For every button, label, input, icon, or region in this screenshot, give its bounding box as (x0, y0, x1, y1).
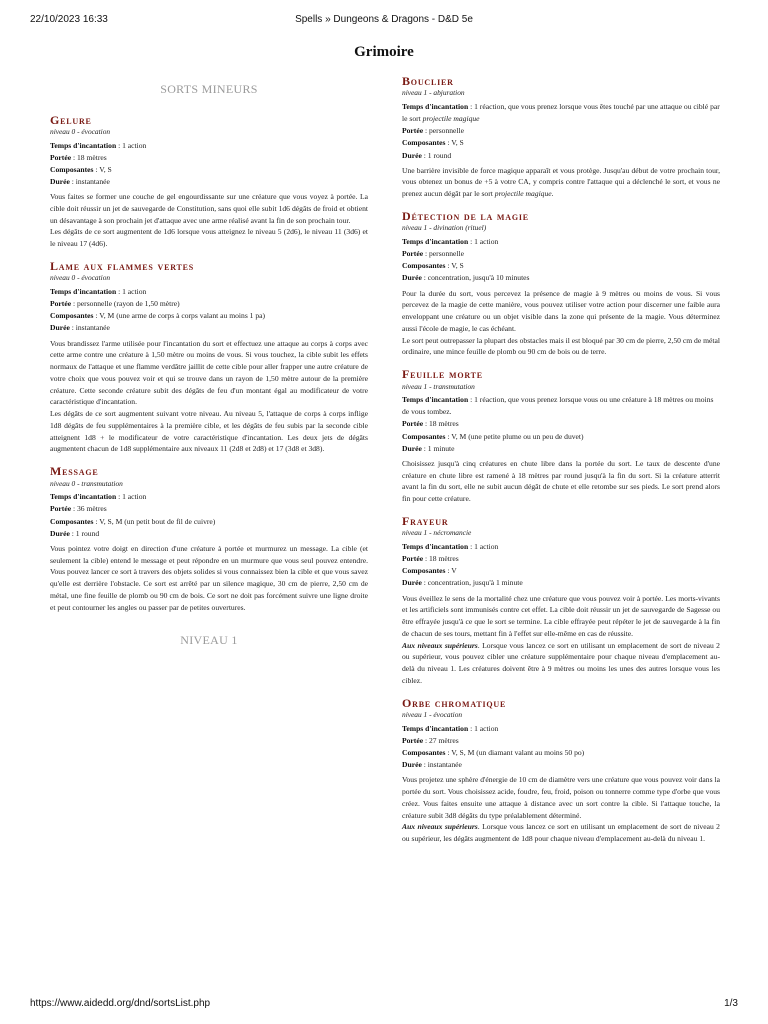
spell-components: Composantes : V, S (50, 164, 112, 174)
spell-casting-time: Temps d'incantation : 1 action (50, 492, 147, 502)
spell-description: Pour la durée du sort, vous percevez la présence de magie à 9 mètres ou moins de vous. Si vous percevez de la magie de cette manière, vous pouvez utiliser votre action pour discerner une faible aura enveloppant une créature ou un objet visible dans la zone qui présente de la magie. Vous déterminez aussi l'école de magie, le cas échéant. (402, 288, 720, 333)
spell-message (50, 464, 368, 613)
spell-range: Portée : 18 mètres (402, 419, 459, 429)
spell-description: Vous éveillez le sens de la mortalité chez une créature que vous pouvez voir à portée. Les morts-vivants et les artificiels sont immunisés contre cet effet. La cible doit réussir un jet de sauvegarde de Sagesse ou être effrayée jusqu'à ce que le sort se termine. La cible effrayée peut répéter le jet de sauvegarde à la fin de chacun de ses tours, mettant fin à l'effet sur elle-même en cas de réussite. (402, 593, 720, 638)
print-footer (30, 998, 738, 1012)
spell-bouclier (402, 74, 720, 200)
spell-description: Vous pointez votre doigt en direction d'une créature à portée et murmurez un message. La cible (et seulement la cible) entend le message et peut répondre en un murmure que vous seul pouvez entendre. Vous pouvez lancer ce sort à travers des objets solides si vous connaissez bien la cible et que vous savez qu'elle est derrière l'obstacle. Ce sort est arrêté par un silence magique, 30 cm de pierre, 2,50 cm de métal, une fine feuille de plomb ou 90 cm de bois. Ce sort ne doit pas forcément suivre une ligne droite et peut contourner les angles ou passer par de petites ouvertures. (50, 543, 368, 612)
spell-higher-levels: Aux niveaux supérieurs. Lorsque vous lancez ce sort en utilisant un emplacement de sort de niveau 2 ou supérieur, les dégâts augmentent de 1d8 pour chaque niveau d'emplacement au-delà du niveau 1. (402, 822, 720, 844)
spell-duration: Durée : 1 round (50, 528, 100, 538)
spell-orbe-chromatique (402, 696, 720, 845)
spell-feuille-morte (402, 367, 720, 505)
spell-frayeur (402, 514, 720, 687)
spell-name: Détection de la magie (402, 209, 529, 224)
spell-level: niveau 0 - évocation (50, 273, 111, 283)
spell-description-scaling: Les dégâts de ce sort augmentent de 1d6 lorsque vous atteignez le niveau 5 (2d6), le niveau 11 (3d6) et le niveau 17 (4d6). (50, 227, 368, 249)
print-url: https://www.aidedd.org/dnd/sortsList.php (30, 998, 211, 1009)
spell-name: Frayeur (402, 513, 449, 528)
section-heading-level-1: NIVEAU 1 (180, 633, 238, 648)
spell-level: niveau 1 - transmutation (402, 381, 475, 391)
spell-components: Composantes : V (402, 566, 457, 576)
spell-level: niveau 1 - divination (rituel) (402, 223, 487, 233)
spell-detection-de-la-magie (402, 209, 720, 358)
print-datetime: 22/10/2023 16:33 (30, 14, 108, 25)
spell-casting-time: Temps d'incantation : 1 action (402, 541, 499, 551)
spell-level: niveau 0 - évocation (50, 126, 111, 136)
spell-duration: Durée : 1 round (402, 150, 452, 160)
spell-level: niveau 1 - évocation (402, 710, 463, 720)
spell-casting-time: Temps d'incantation : 1 action (50, 140, 147, 150)
page-title: Grimoire (354, 44, 414, 60)
spell-gelure (50, 113, 368, 250)
spell-components: Composantes : V, M (une petite plume ou un peu de duvet) (402, 431, 584, 441)
spell-description-extra: Le sort peut outrepasser la plupart des obstacles mais il est bloqué par 30 cm de pierre, 2,50 cm de métal ordinaire, une mince feuille de plomb ou 90 cm de bois ou de terre. (402, 335, 720, 357)
spell-range: Portée : 27 mètres (402, 735, 459, 745)
spell-duration: Durée : instantanée (50, 323, 110, 333)
left-column (50, 74, 368, 664)
spell-description: Vous projetez une sphère d'énergie de 10 cm de diamètre vers une créature que vous pouvez voir dans la portée du sort. Vous choisissez acide, foudre, feu, froid, poison ou tonnerre comme type d'orbe que vous créez. Vous faites ensuite une attaque à distance avec un sort contre la cible. Si l'attaque touche, la créature subit 3d8 dégâts du type préalablement déterminé. (402, 775, 720, 820)
spell-casting-time: Temps d'incantation : 1 réaction, que vous prenez lorsque vous êtes touché par une attaque ou ciblé par le sort projectile magique (402, 102, 720, 124)
spell-casting-time: Temps d'incantation : 1 réaction, que vous prenez lorsque vous ou une créature à 18 mètres ou moins de vous tombez. (402, 395, 714, 417)
spell-range: Portée : personnelle (402, 249, 465, 259)
section-heading-cantrips: SORTS MINEURS (160, 82, 258, 96)
right-column (402, 74, 720, 854)
spell-range: Portée : 18 mètres (50, 152, 107, 162)
spell-range: Portée : personnelle (402, 126, 465, 136)
spell-name: Feuille morte (402, 367, 483, 382)
spell-higher-levels: Aux niveaux supérieurs. Lorsque vous lancez ce sort en utilisant un emplacement de sort de niveau 2 ou supérieur, vous pouvez cibler une créature supplémentaire pour chaque niveau d'emplacement au-delà du niveau 1. Les créatures doivent être à 9 mètres ou moins les unes des autres lorsque vous les ciblez. (402, 640, 720, 685)
spell-duration: Durée : instantanée (50, 177, 110, 187)
spell-duration: Durée : 1 minute (402, 443, 455, 453)
spell-description: Une barrière invisible de force magique apparaît et vous protège. Jusqu'au début de votre prochain tour, vous obtenez un bonus de +5 à votre CA, y compris contre l'attaque qui a déclenché le sort, et vous ne prenez aucun dégât par le sort projectile magique. (402, 165, 720, 199)
spell-casting-time: Temps d'incantation : 1 action (50, 287, 147, 297)
spell-level: niveau 0 - transmutation (50, 478, 123, 488)
spell-description-scaling: Les dégâts de ce sort augmentent suivant votre niveau. Au niveau 5, l'attaque de corps à corps inflige 1d8 dégâts de feu supplémentaires à la première cible, et les dégâts de feu subis par la seconde cible atteignent 1d8 + le modificateur de votre caractéristique d'incantation. Les deux jets de dégâts augmentent chacun de 1d8 supplémentaire aux niveaux 11 (2d8 et 2d8) et 17 (3d8 et 3d8). (50, 409, 368, 454)
print-page-title: Spells » Dungeons & Dragons - D&D 5e (295, 14, 473, 25)
spell-name: Lame aux flammes vertes (50, 259, 195, 273)
spell-range: Portée : 18 mètres (402, 554, 459, 564)
spell-components: Composantes : V, S, M (un petit bout de fil de cuivre) (50, 516, 216, 526)
spell-components: Composantes : V, S (402, 138, 464, 148)
spell-components: Composantes : V, S (402, 261, 464, 271)
spell-duration: Durée : instantanée (402, 760, 462, 770)
spell-lame-aux-flammes-vertes (50, 259, 368, 455)
spell-range: Portée : personnelle (rayon de 1,50 mètre) (50, 299, 180, 309)
print-page-number: 1/3 (724, 998, 738, 1009)
spell-description: Vous faites se former une couche de gel engourdissante sur une créature que vous voyez à portée. La cible doit réussir un jet de sauvegarde de Constitution, sans quoi elle subit 1d6 dégâts de froid et obtient un désavantage à son prochain jet d'attaque avec une arme réalisé avant la fin de son prochain tour. (50, 192, 368, 225)
spell-level: niveau 1 - abjuration (402, 88, 465, 98)
spell-description: Choisissez jusqu'à cinq créatures en chute libre dans la portée du sort. Le taux de descente d'une créature en chute libre est ramené à 18 mètres par round jusqu'à la fin du sort. Si la créature atterrit avant la fin du sort, elle ne subit aucun dégât de chute et elle retombe sur ses pieds. Le sort prend alors fin pour cette créature. (402, 458, 720, 504)
spell-casting-time: Temps d'incantation : 1 action (402, 237, 499, 247)
spell-description: Vous brandissez l'arme utilisée pour l'incantation du sort et effectuez une attaque au corps à corps avec cette arme contre une créature à 1,50 mètre ou moins de vous. Si vous touchez, la cible subit les effets normaux de l'attaque et une flamme verdâtre jaillit de cette cible pour aller frapper une autre créature de votre choix que vous pouvez voir et qui se trouve dans un rayon de 1,50 mètre autour de la première créature. Cette seconde créature subit des dégâts de feu d'un montant égal au modificateur de votre caractéristique d'incantation. (50, 338, 368, 407)
spell-name: Gelure (50, 112, 92, 127)
spell-duration: Durée : concentration, jusqu'à 10 minutes (402, 273, 530, 283)
print-header (30, 14, 738, 28)
spell-level: niveau 1 - nécromancie (402, 528, 472, 538)
spell-range: Portée : 36 mètres (50, 504, 107, 514)
spell-components: Composantes : V, M (une arme de corps à corps valant au moins 1 pa) (50, 311, 266, 321)
spell-components: Composantes : V, S, M (un diamant valant au moins 50 po) (402, 747, 585, 757)
spell-name: Bouclier (402, 74, 454, 88)
spell-name: Message (50, 464, 99, 479)
spell-duration: Durée : concentration, jusqu'à 1 minute (402, 578, 523, 588)
spell-casting-time: Temps d'incantation : 1 action (402, 723, 499, 733)
spell-name: Orbe chromatique (402, 695, 507, 710)
